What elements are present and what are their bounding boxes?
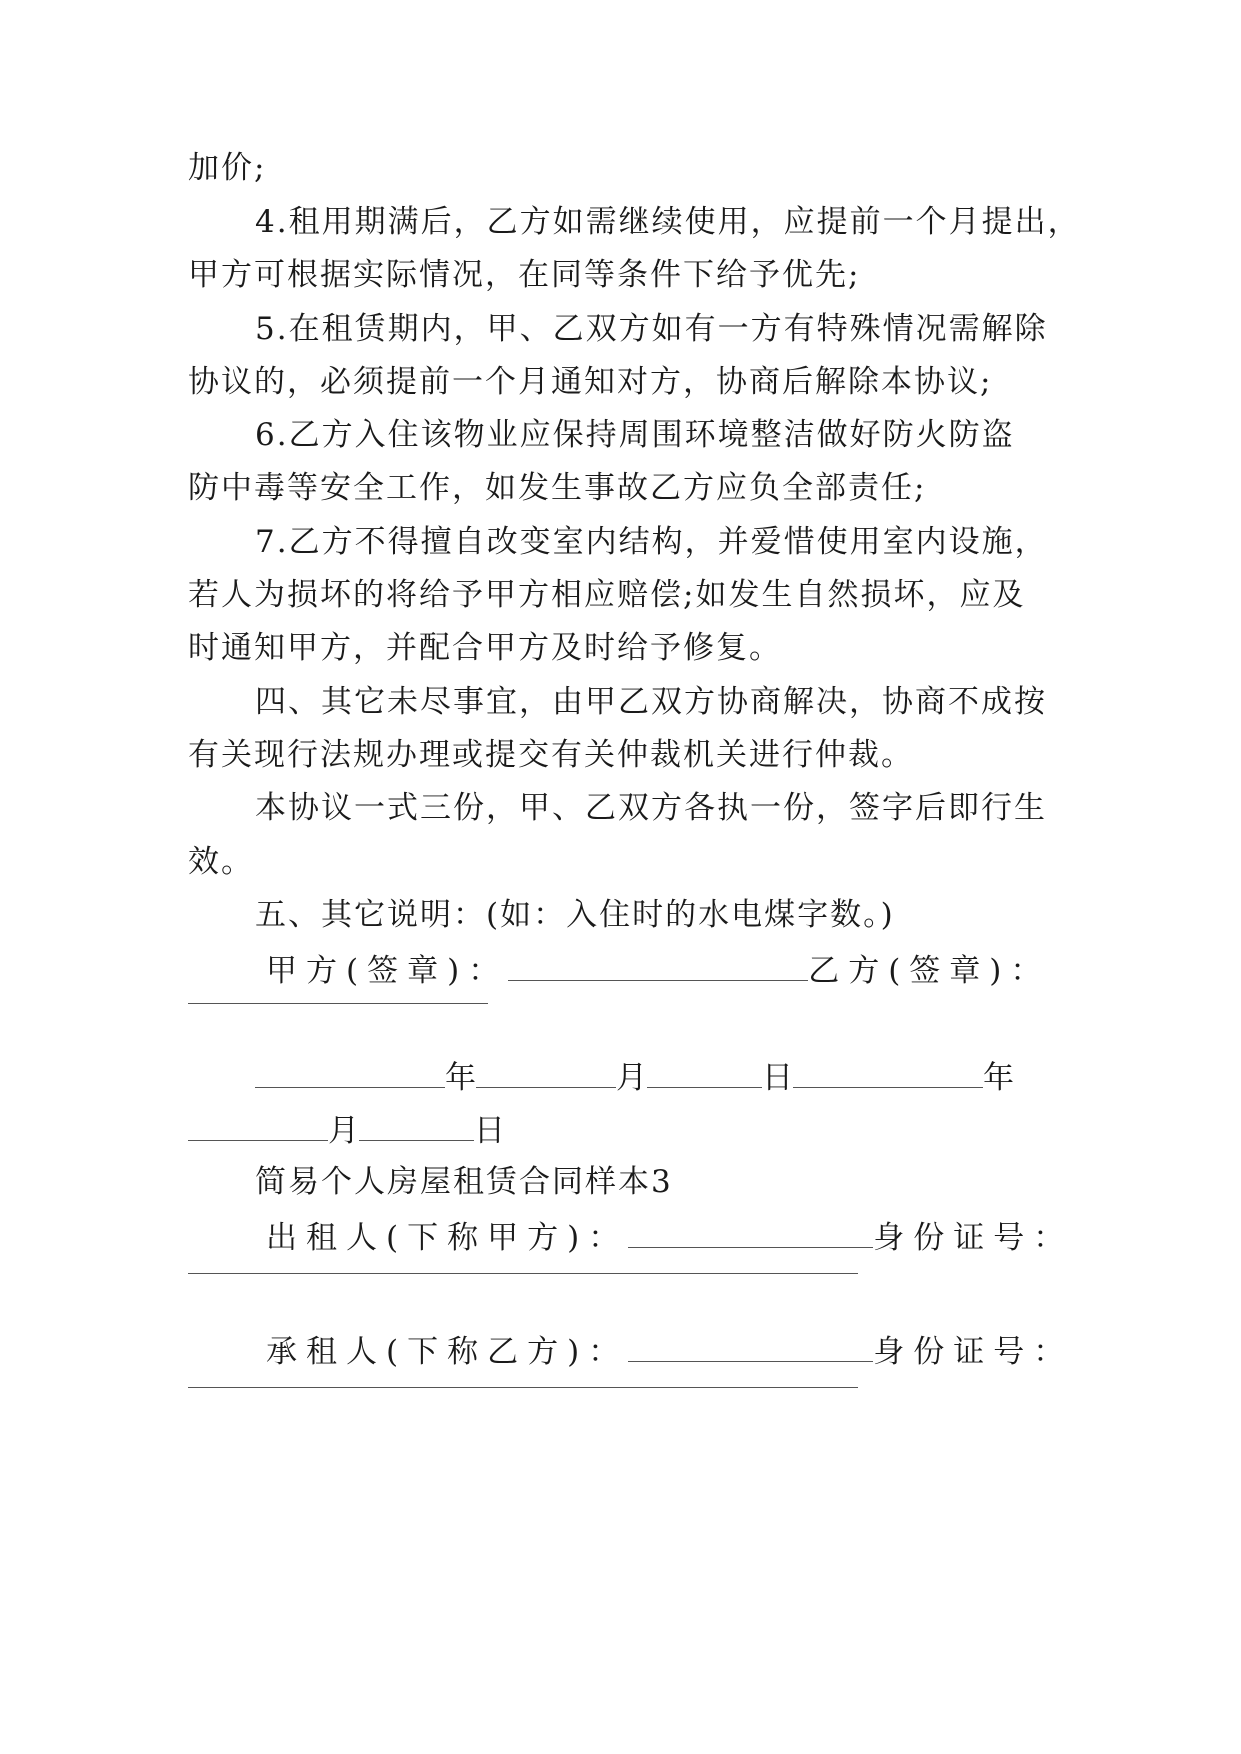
year-blank-b (793, 1055, 983, 1088)
lessor-id-label: 身份证号： (873, 1220, 1074, 1256)
day-blank-a (647, 1055, 762, 1088)
party-a-signature-blank (508, 948, 808, 981)
sample-title: 简易个人房屋租赁合同样本3 (255, 1164, 673, 1200)
day-blank-b (359, 1108, 474, 1141)
copies-clause: 本协议一式三份，甲、乙双方各执一份，签字后即行生 (255, 790, 1047, 826)
lessee-label: 承租人(下称乙方)： (266, 1334, 629, 1370)
text-line: 防中毒等安全工作，如发生事故乙方应负全部责任; (188, 470, 927, 506)
clause-6: 6.乙方入住该物业应保持周围环境整洁做好防火防盗 (255, 417, 1015, 453)
text-line: 有关现行法规办理或提交有关仲裁机关进行仲裁。 (188, 737, 914, 773)
text-line: 协议的，必须提前一个月通知对方，协商后解除本协议; (188, 364, 993, 400)
clause-4: 4.租用期满后，乙方如需继续使用，应提前一个月提出， (255, 204, 1081, 240)
party-a-signature-label: 甲方(签章)： (266, 953, 509, 989)
lessee-name-blank (628, 1329, 873, 1362)
section-4: 四、其它未尽事宜，由甲乙双方协商解决，协商不成按 (255, 684, 1047, 720)
month-blank-b (188, 1108, 328, 1141)
lessee-id-label: 身份证号： (873, 1334, 1074, 1370)
party-b-signature-blank (188, 1003, 488, 1004)
clause-7: 7.乙方不得擅自改变室内结构，并爱惜使用室内设施， (255, 524, 1048, 560)
text-line: 时通知甲方，并配合甲方及时给予修复。 (188, 630, 782, 666)
lessee-row (266, 1329, 1074, 1373)
signature-row (266, 948, 1066, 992)
clause-5: 5.在租赁期内，甲、乙双方如有一方有特殊情况需解除 (255, 311, 1048, 347)
text-line: 效。 (188, 844, 254, 880)
year-label: 年 (445, 1060, 476, 1096)
section-5: 五、其它说明：(如：入住时的水电煤字数。) (255, 897, 895, 933)
month-label: 月 (328, 1113, 359, 1149)
year-label: 年 (983, 1060, 1014, 1096)
lessor-id-blank (188, 1273, 858, 1274)
day-label: 日 (474, 1113, 505, 1149)
day-label: 日 (762, 1060, 793, 1096)
lessor-row (266, 1215, 1074, 1259)
month-blank-a (476, 1055, 616, 1088)
text-line: 加价; (188, 150, 267, 186)
month-label: 月 (616, 1060, 647, 1096)
text-line: 甲方可根据实际情况，在同等条件下给予优先; (188, 257, 861, 293)
text-line: 若人为损坏的将给予甲方相应赔偿;如发生自然损坏，应及 (188, 577, 1026, 613)
date-row (255, 1055, 1055, 1099)
lessee-id-blank (188, 1387, 858, 1388)
party-b-signature-label: 乙方(签章)： (808, 953, 1051, 989)
date-row-continued (188, 1108, 1068, 1152)
lessor-name-blank (628, 1215, 873, 1248)
year-blank-a (255, 1055, 445, 1088)
lessor-label: 出租人(下称甲方)： (266, 1220, 629, 1256)
